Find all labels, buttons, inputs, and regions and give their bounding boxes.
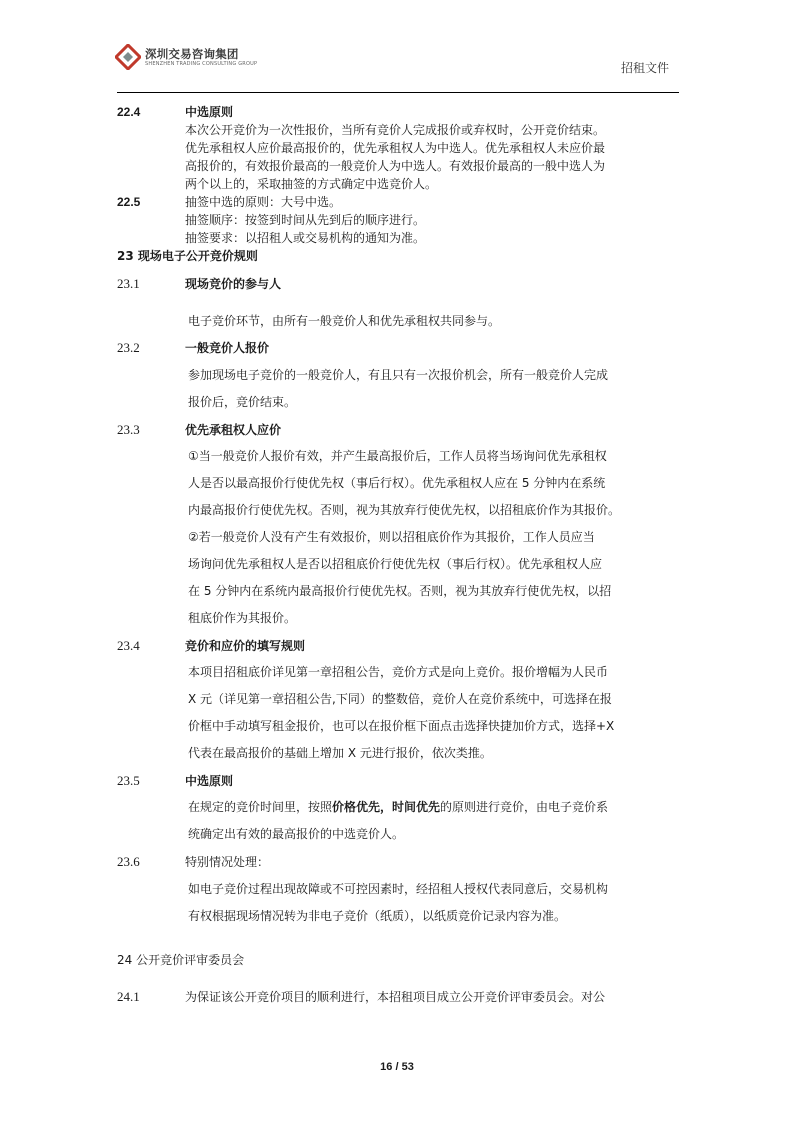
- paragraph-line: ②若一般竞价人没有产生有效报价，则以招租底价作为其报价，工作人员应当: [188, 530, 595, 544]
- section-number: 23.4: [117, 638, 140, 653]
- section-number: 23.1: [117, 276, 140, 291]
- paragraph-line: 参加现场电子竞价的一般竞价人，有且只有一次报价机会，所有一般竞价人完成: [188, 368, 609, 382]
- paragraph-line: X 元（详见第一章招租公告,下同）的整数倍，竞价人在竞价系统中，可选择在报: [188, 692, 612, 706]
- section-title: 中选原则: [185, 774, 234, 788]
- paragraph-line: 如电子竞价过程出现故障或不可控因素时，经招租人授权代表同意后，交易机构: [188, 882, 609, 896]
- paragraph-line: 报价后，竞价结束。: [188, 395, 297, 409]
- text-run: 的原则进行竞价，由电子竞价系: [440, 800, 609, 814]
- paragraph-line: [188, 799, 608, 815]
- paragraph-line: 人是否以最高报价行使优先权（事后行权）。优先承租权人应在 5 分钟内在系统: [188, 476, 606, 490]
- paragraph-line: 抽签中选的原则：大号中选。: [185, 195, 342, 209]
- paragraph-line: 优先承租权人应价最高报价的，优先承租权人为中选人。优先承租权人未应价最: [185, 141, 606, 155]
- page-header: [0, 0, 794, 94]
- section-title: 竞价和应价的填写规则: [185, 639, 306, 653]
- text-run: 在规定的竞价时间里，按照: [188, 800, 333, 814]
- paragraph-line: 抽签要求：以招租人或交易机构的通知为准。: [185, 231, 426, 245]
- section-title: 一般竞价人报价: [185, 341, 270, 355]
- section-number: 23.3: [117, 422, 140, 437]
- paragraph-line: 两个以上的，采取抽签的方式确定中选竞价人。: [185, 177, 438, 191]
- logo-text-cn: 深圳交易咨询集团: [145, 47, 239, 61]
- section-title: 中选原则: [185, 105, 234, 119]
- paragraph-line: 电子竞价环节，由所有一般竞价人和优先承租权共同参与。: [188, 314, 501, 328]
- section-title: 现场竞价的参与人: [185, 277, 282, 291]
- paragraph-line: 在 5 分钟内在系统内最高报价行使优先权。否则，视为其放弃行使优先权，以招: [188, 584, 612, 598]
- document-type-label: 招租文件: [621, 61, 670, 75]
- paragraph-line: 高报价的，有效报价最高的一般竞价人为中选人。有效报价最高的一般中选人为: [185, 159, 606, 173]
- section-title: 优先承租权人应价: [185, 423, 282, 437]
- section-title: 特别情况处理：: [185, 855, 270, 869]
- section-number: 23.2: [117, 340, 140, 355]
- paragraph-line: 统确定出有效的最高报价的中选竞价人。: [188, 827, 405, 841]
- paragraph-line: 价框中手动填写租金报价，也可以在报价框下面点击选择快捷加价方式，选择+X: [188, 719, 615, 733]
- page-number: 16 / 53: [380, 1061, 414, 1073]
- section-number: 22.4: [117, 105, 141, 119]
- section-number: 23.5: [117, 773, 140, 788]
- chapter-heading: 24 公开竞价评审委员会: [117, 953, 245, 967]
- section-number: 22.5: [117, 195, 141, 209]
- paragraph-line: 本项目招租底价详见第一章招租公告，竞价方式是向上竞价。报价增幅为人民币: [188, 665, 609, 679]
- paragraph-line: 抽签顺序：按签到时间从先到后的顺序进行。: [185, 213, 426, 227]
- logo-mark-icon: [115, 44, 141, 70]
- paragraph-line: 场询问优先承租权人是否以招租底价行使优先权（事后行权）。优先承租权人应: [188, 557, 603, 571]
- emphasis-text: 价格优先，时间优先: [332, 800, 441, 814]
- paragraph-line: 为保证该公开竞价项目的顺利进行，本招租项目成立公开竞价评审委员会。对公: [185, 990, 606, 1004]
- paragraph-line: 有权根据现场情况转为非电子竞价（纸质），以纸质竞价记录内容为准。: [188, 909, 567, 923]
- section-number: 24.1: [117, 989, 140, 1004]
- paragraph-line: 内最高报价行使优先权。否则，视为其放弃行使优先权，以招租底价作为其报价。: [188, 503, 621, 517]
- chapter-heading: 23 现场电子公开竞价规则: [117, 249, 258, 263]
- paragraph-line: 代表在最高报价的基础上增加 X 元进行报价，依次类推。: [188, 746, 492, 760]
- company-logo: [115, 44, 258, 74]
- paragraph-line: 租底价作为其报价。: [188, 611, 297, 625]
- header-divider: [117, 92, 679, 93]
- paragraph-line: 本次公开竞价为一次性报价，当所有竞价人完成报价或弃权时，公开竞价结束。: [185, 123, 606, 137]
- paragraph-line: ①当一般竞价人报价有效，并产生最高报价后，工作人员将当场询问优先承租权: [188, 449, 607, 463]
- section-number: 23.6: [117, 854, 140, 869]
- logo-text-en: SHENZHEN TRADING CONSULTING GROUP: [145, 61, 258, 67]
